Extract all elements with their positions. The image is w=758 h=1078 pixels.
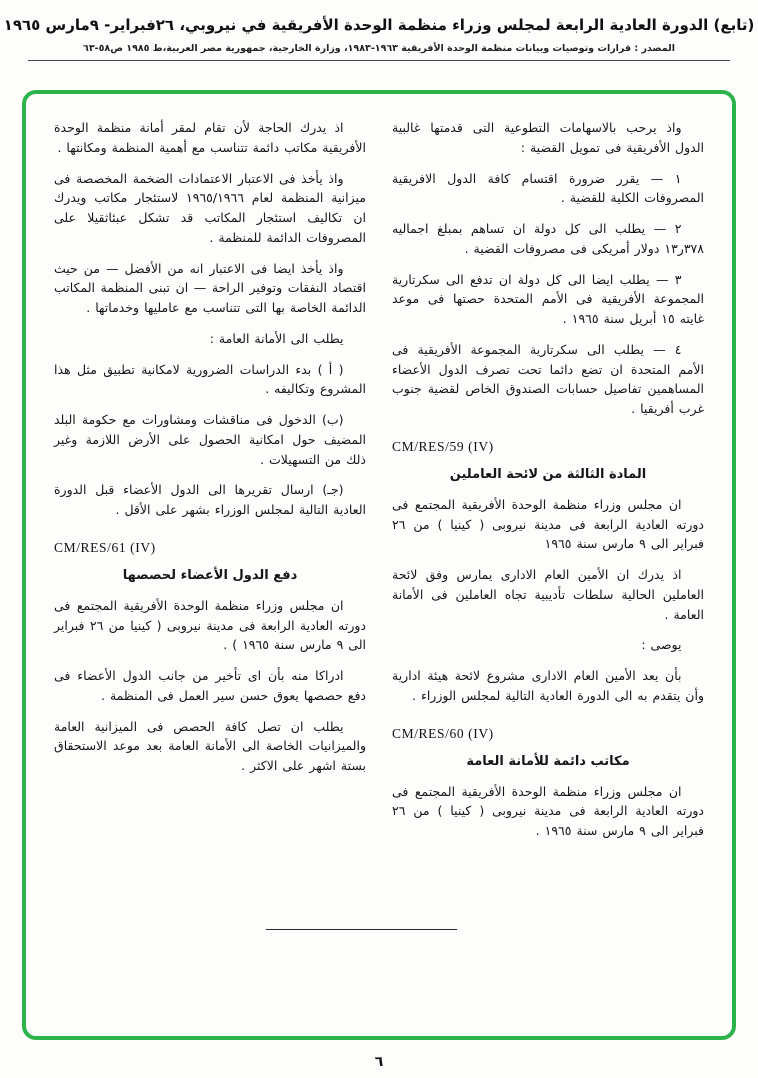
paragraph: يطلب ان تصل كافة الحصص فى الميزانية العامة والميزانيات الخاصة الى الأمانة العامة بعد موعد الاستحقاق بستة اشهر على الاكثر . bbox=[54, 718, 366, 773]
section-heading-60: مكاتب دائمة للأمانة العامة bbox=[466, 753, 630, 769]
paragraph: ادراكا منه بأن اى تأخير من جانب الدول الأعضاء فى دفع حصصها يعوق حسن سير العمل فى المنظمة . bbox=[54, 668, 366, 703]
resolution-number-60: CM/RES/60 (IV) bbox=[392, 725, 494, 741]
document-frame bbox=[22, 90, 736, 1040]
lettered-item-c: (جـ) ارسال تقريرها الى الدول الأعضاء قبل الدورة العادية التالية لمجلس الوزراء بشهر على الأقل . bbox=[54, 482, 366, 517]
section-heading-61: دفع الدول الأعضاء لحصصها bbox=[122, 567, 298, 583]
lettered-item-b: (ب) الدخول فى مناقشات ومشاورات مع حكومة البلد المضيف حول امكانية الحصول على الأرض اللازمة وغير ذلك من التسهيلات . bbox=[54, 412, 366, 467]
source-line: المصدر : قرارات وتوصيات وبيانات منظمة الوحدة الأفريقية ١٩٦٣-١٩٨٣، وزارة الخارجية، جمهورية مصر العربية،ط ١٩٨٥ ص٥٨-٦٣ bbox=[83, 43, 675, 54]
paragraph: اذ يدرك الحاجة لأن تقام لمقر أمانة منظمة الوحدة الأفريقية مكاتب دائمة تتناسب مع أهمية المنظمة ومكانتها . bbox=[54, 120, 366, 155]
paragraph: ان مجلس وزراء منظمة الوحدة الأفريقية المجتمع فى دورته العادية الرابعة فى مدينة نيروبى ( كينيا من ٢٦ فبراير الى ٩ مارس سنة ١٩٦٥ ) . bbox=[54, 597, 366, 653]
paragraph: اذ يدرك ان الأمين العام الادارى يمارس وفق لائحة العاملين الحالية سلطات تأديبية تجاه العاملين فى الأمانة العامة . bbox=[392, 567, 704, 622]
paragraph: واذ يأخذ فى الاعتبار الاعتمادات الضخمة المخصصة فى ميزانية المنظمة لعام ١٩٦٥/١٩٦٦ لاستئجار مكاتب ويدرك ان تكاليف استئجار المكاتب قد تشكل عبئاثقيلا على المصروفات الدائمة للمنظمة . bbox=[54, 170, 366, 245]
lettered-item-a: ( أ ) بدء الدراسات الضرورية لامكانية تطبيق مثل هذا المشروع وتكاليفه . bbox=[54, 361, 366, 397]
paragraph: واذ يأخذ ايضا فى الاعتبار انه من الأفضل — من حيث اقتصاد النفقات وتوفير الراحة — ان تبنى المنظمة المكاتب الدائمة الخاصة بها التى تتناسب مع عامليها وخدماتها . bbox=[54, 260, 366, 315]
right-column bbox=[392, 118, 704, 992]
left-column bbox=[54, 118, 366, 992]
page-header bbox=[0, 0, 758, 61]
header-divider bbox=[28, 60, 730, 61]
paragraph: يوصى : bbox=[641, 637, 682, 653]
numbered-item-4: ٤ — يطلب الى سكرتارية المجموعة الأفريقية فى الأمم المتحدة ان تضع دائما تحت تصرف الدول الأعضاء المساهمين تفاصيل حسابات الصندوق الخاص لقضية جنوب غرب أفريقيا . bbox=[392, 341, 704, 416]
resolution-number-61: CM/RES/61 (IV) bbox=[54, 539, 156, 555]
paragraph: ان مجلس وزراء منظمة الوحدة الأفريقية المجتمع فى دورته العادية الرابعة فى مدينة نيروبى ( كينيا ) من ٢٦ فبراير الى ٩ مارس سنة ١٩٦٥ . bbox=[392, 783, 704, 838]
paragraph-intro: واذ يرحب بالاسهامات التطوعية التى قدمتها غالبية الدول الأفريقية فى تمويل القضية : bbox=[392, 120, 704, 155]
numbered-item-1: ١ — يقرر ضرورة اقتسام كافة الدول الافريقية المصروفات الكلية للقضية . bbox=[392, 170, 704, 206]
numbered-item-3: ٣ — يطلب ايضا الى كل دولة ان تدفع الى سكرتارية المجموعة الأفريقية فى الأمم المتحدة حصتها فى موعد غايته ١٥ أبريل سنة ١٩٦٥ . bbox=[392, 271, 704, 326]
resolution-number-59: CM/RES/59 (IV) bbox=[392, 438, 494, 454]
numbered-item-2: ٢ — يطلب الى كل دولة ان تساهم بمبلغ اجماليه ٣٧٨ر١٣ دولار أمريكى فى مصروفات القضية . bbox=[392, 221, 704, 256]
end-divider bbox=[266, 929, 457, 930]
paragraph: بأن يعد الأمين العام الادارى مشروع لائحة هيئة ادارية وأن يتقدم به الى الدورة العادية التالية لمجلس الوزراء . bbox=[392, 668, 704, 703]
page-title: (تابع) الدورة العادية الرابعة لمجلس وزراء منظمة الوحدة الأفريقية في نيروبي، ٢٦فبراير- ٩مارس ١٩٦٥ bbox=[3, 16, 755, 34]
text-columns bbox=[26, 94, 732, 1002]
paragraph: ان مجلس وزراء منظمة الوحدة الأفريقية المجتمع فى دورته العادية الرابعة فى مدينة نيروبى ( كينيا ) من ٢٦ فبراير الى ٩ مارس سنة ١٩٦٥ bbox=[392, 496, 704, 552]
page-number: ٦ bbox=[374, 1054, 384, 1070]
section-heading-59: المادة الثالثة من لائحة العاملين bbox=[449, 466, 647, 482]
paragraph: يطلب الى الأمانة العامة : bbox=[209, 330, 344, 346]
